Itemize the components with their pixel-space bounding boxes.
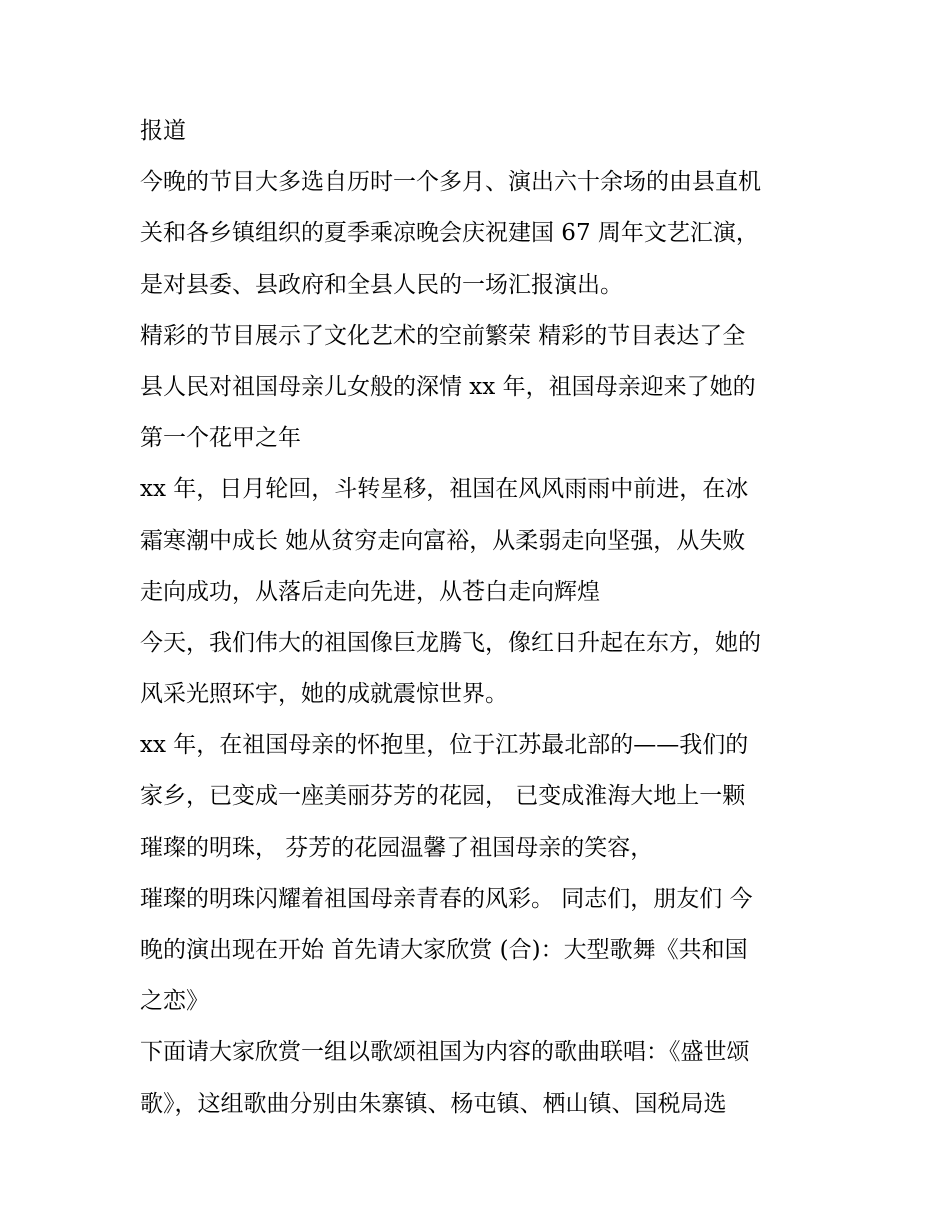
text-line: 精彩的节目展示了文化艺术的空前繁荣 精彩的节目表达了全 [140, 322, 746, 349]
text-line: 风采光照环宇，她的成就震惊世界。 [140, 681, 508, 708]
text-line: 走向成功，从落后走向先进，从苍白走向辉煌 [140, 578, 600, 605]
text-line: 歌》，这组歌曲分别由朱寨镇、杨屯镇、栖山镇、国税局选 [140, 1090, 727, 1117]
text-line: 璀璨的明珠闪耀着祖国母亲青春的风彩。 同志们，朋友们 今 [140, 885, 753, 912]
text-line: 下面请大家欣赏一组以歌颂祖国为内容的歌曲联唱：《盛世颂 [140, 1039, 750, 1066]
text-line: 报道 [140, 118, 186, 144]
text-line: 之恋》 [140, 988, 209, 1015]
text-line: 晚的演出现在开始 首先请大家欣赏 (合)：大型歌舞《共和国 [140, 937, 748, 963]
text-line: xx 年，日月轮回，斗转星移，祖国在风风雨雨中前进，在冰 [140, 476, 749, 503]
text-line: 关和各乡镇组织的夏季乘凉晚会庆祝建国 67 周年文艺汇演， [140, 220, 759, 247]
text-line: 第一个花甲之年 [140, 425, 301, 452]
text-line: 是对县委、县政府和全县人民的一场汇报演出。 [140, 271, 623, 298]
text-line: 县人民对祖国母亲儿女般的深情 xx 年，祖国母亲迎来了她的 [140, 373, 756, 400]
text-line: 霜寒潮中成长 她从贫穷走向富裕，从柔弱走向坚强，从失败 [140, 527, 746, 554]
text-line: 今天，我们伟大的祖国像巨龙腾飞，像红日升起在东方，她的 [140, 629, 761, 656]
text-line: 家乡，已变成一座美丽芬芳的花园， 已变成淮海大地上一颗 [140, 783, 746, 810]
text-line: 今晚的节目大多选自历时一个多月、演出六十余场的由县直机 [140, 169, 761, 196]
document-body [140, 106, 820, 1130]
text-line: xx 年，在祖国母亲的怀抱里，位于江苏最北部的——我们的 [140, 732, 749, 759]
text-line: 璀璨的明珠， 芬芳的花园温馨了祖国母亲的笑容， [140, 834, 654, 861]
